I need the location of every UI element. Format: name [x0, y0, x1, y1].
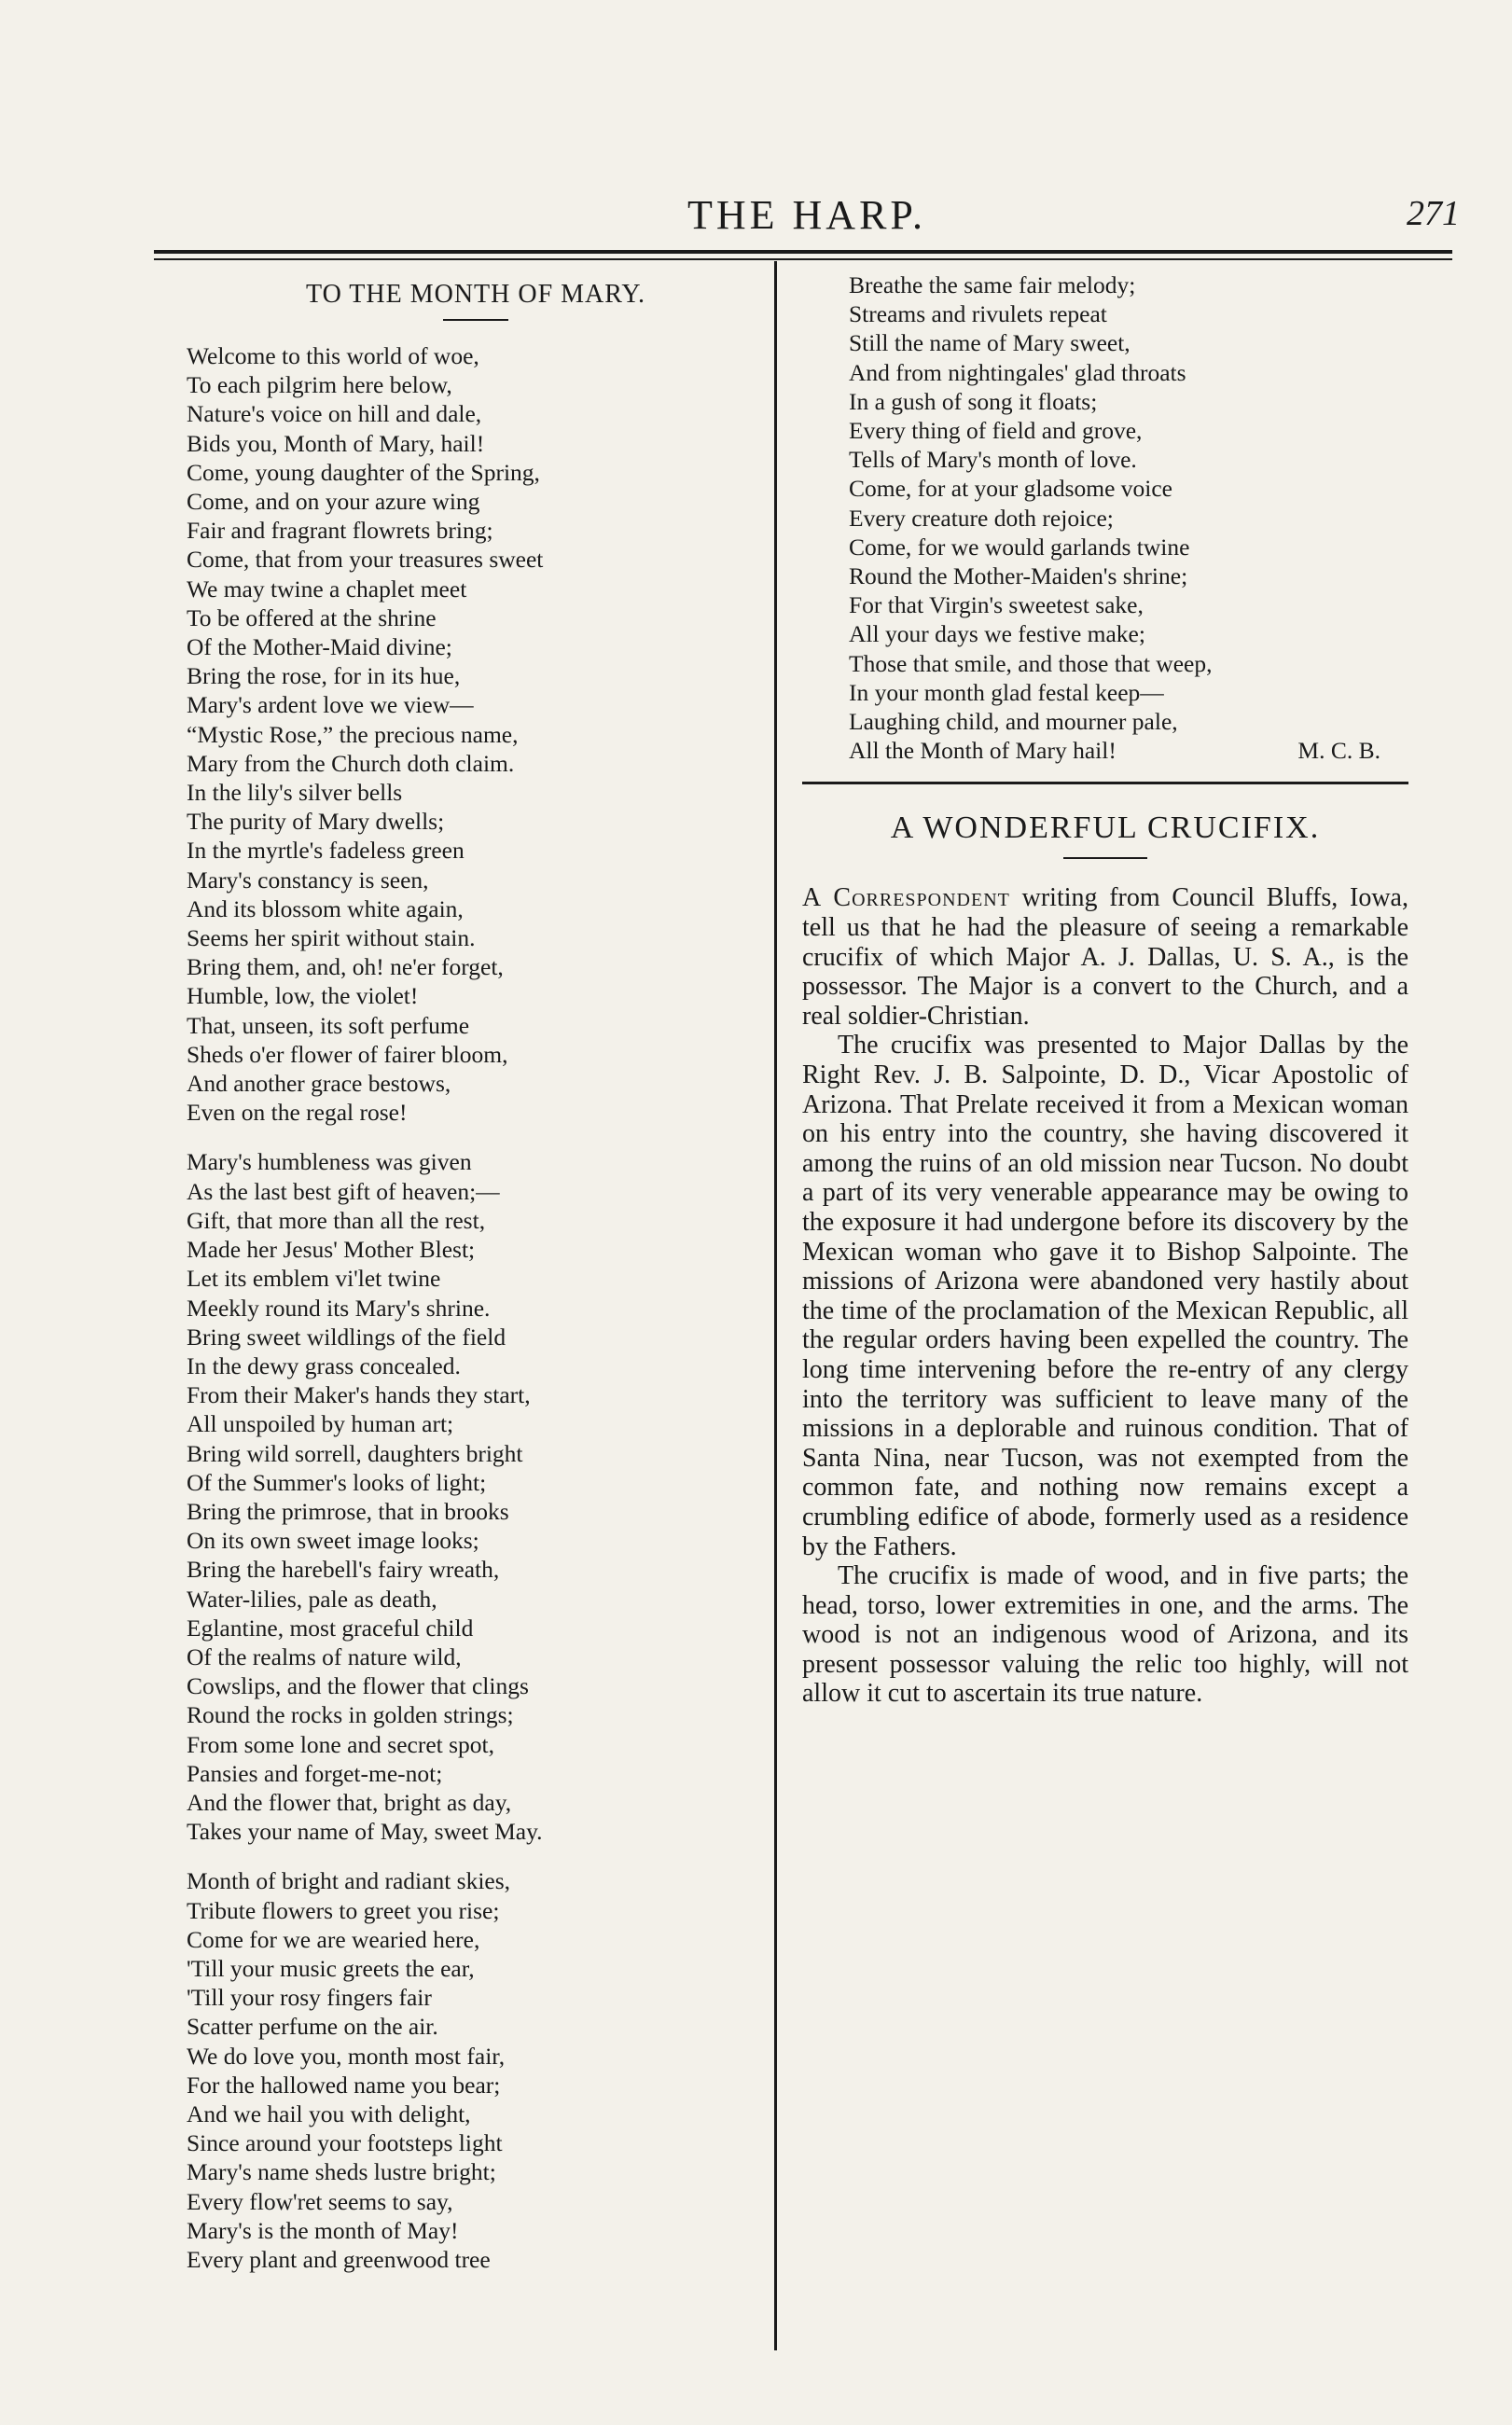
poem-line: Scatter perfume on the air. — [187, 2013, 438, 2041]
poem-line: To each pilgrim here below, — [187, 371, 452, 399]
poem-line: Of the Summer's looks of light; — [187, 1468, 487, 1496]
poem-line: And its blossom white again, — [187, 894, 464, 922]
poem-line: Come, that from your treasures sweet — [187, 546, 544, 574]
stanza-gap — [187, 1846, 765, 1866]
poem-line: Mary from the Church doth claim. — [187, 749, 515, 777]
article-paragraph-1 — [802, 883, 1408, 1031]
poem-line: Let its emblem vi'let twine — [187, 1265, 441, 1293]
poem-line: Round the rocks in golden strings; — [187, 1701, 514, 1729]
poem-line: Every thing of field and grove, — [849, 417, 1143, 445]
poem-line: Come, for we would garlands twine — [849, 533, 1190, 561]
poem-line: Tribute flowers to greet you rise; — [187, 1896, 500, 1924]
poem-line: Tells of Mary's month of love. — [849, 446, 1137, 474]
poem-line: Takes your name of May, sweet May. — [187, 1818, 543, 1846]
poem-title-rule — [443, 319, 508, 321]
poem-line: All unspoiled by human art; — [187, 1410, 454, 1438]
poem-line: Fair and fragrant flowrets bring; — [187, 517, 493, 545]
poem-line: For that Virgin's sweetest sake, — [849, 591, 1144, 619]
poem-line: And we hail you with delight, — [187, 2099, 471, 2127]
poem-line: Humble, low, the violet! — [187, 982, 419, 1010]
poem-line: Since around your footsteps light — [187, 2129, 503, 2157]
article-paragraph-3: The crucifix is made of wood, and in five parts; the head, torso, lower extremities in one, and the arms. The wood is not an indigenous wood of Arizona, and its present possessor valuing the relic too highly, will not allow it cut to ascertain its true nature. — [802, 1561, 1408, 1709]
poem-line: In your month glad festal keep— — [849, 678, 1164, 706]
poem-line: Every flow'ret seems to say, — [187, 2187, 453, 2215]
poem-closing-line: All the Month of Mary hail! — [849, 737, 1117, 765]
poem-line: In the myrtle's fadeless green — [187, 837, 465, 865]
poem-line: Round the Mother-Maiden's shrine; — [849, 562, 1188, 590]
poem-line: Welcome to this world of woe, — [187, 342, 479, 369]
poem-line: Mary's constancy is seen, — [187, 866, 429, 894]
poem-line: Come, for at your gladsome voice — [849, 475, 1172, 503]
poem-line: Bring the primrose, that in brooks — [187, 1497, 509, 1525]
article-paragraph-2: The crucifix was presented to Major Dallas by the Right Rev. J. B. Salpointe, D. D., Vicar Apostolic of Arizona. That Prelate received it from a Mexican woman on his entry into the country, she having discovered it among the ruins of an old mission near Tucson. No doubt a part of its very venerable appearance may be owing to the exposure it had undergone before its discovery by the Mexican woman who gave it to Bishop Salpointe. The missions of Arizona were abandoned very hastily about the time of the proclamation of the Mexican Republic, all the regular orders having been expelled the country. The long time intervening before the re-entry of any clergy into the territory was sufficient to leave many of the missions in a deplorable and ruinous condition. That of Santa Nina, near Tucson, was not exempted from the common fate, and nothing now remains except a crumbling edifice of abode, formerly used as a residence by the Fathers. — [802, 1031, 1408, 1561]
left-column — [187, 280, 765, 2274]
poem-line: Bring the rose, for in its hue, — [187, 662, 461, 690]
poem-line: Gift, that more than all the rest, — [187, 1206, 486, 1234]
poem-line: We may twine a chaplet meet — [187, 575, 467, 603]
stanza-gap — [187, 1127, 765, 1147]
page-number: 271 — [1407, 194, 1460, 233]
poem-line: In the dewy grass concealed. — [187, 1351, 461, 1379]
poem-line: Those that smile, and those that weep, — [849, 649, 1213, 677]
poem-line: Bring the harebell's fairy wreath, — [187, 1556, 500, 1584]
poem-line: Nature's voice on hill and dale, — [187, 400, 482, 428]
poem-line: Mary's humbleness was given — [187, 1148, 472, 1176]
poem-line: Mary's ardent love we view— — [187, 691, 474, 719]
poem-line: Breathe the same fair melody; — [849, 271, 1136, 298]
poem-title: TO THE MONTH OF MARY. — [305, 280, 646, 309]
poem-line: As the last best gift of heaven;— — [187, 1177, 500, 1205]
poem-line: From their Maker's hands they start, — [187, 1381, 531, 1409]
article-title-rule — [1063, 857, 1147, 859]
poem-line: Even on the regal rose! — [187, 1099, 408, 1127]
header-rule-thick — [154, 250, 1452, 254]
article-paragraph-1-text: writing from Council Bluffs, Iowa, tell us that he had the pleasure of seeing a remarkable crucifix of which Major A. J. Dallas, U. S. A., is the possessor. The Major is a convert to the Church, and a real soldier-Christian. — [802, 883, 1408, 1031]
poem-line: Water-lilies, pale as death, — [187, 1585, 437, 1613]
header-rule-thin — [154, 258, 1452, 260]
article-title: A WONDERFUL CRUCIFIX. — [890, 811, 1321, 846]
poem-line: Month of bright and radiant skies, — [187, 1867, 511, 1895]
poem-line: And from nightingales' glad throats — [849, 358, 1186, 386]
poem-line: Come, young daughter of the Spring, — [187, 458, 540, 486]
poem-line: Every plant and greenwood tree — [187, 2246, 491, 2273]
poem-line: We do love you, month most fair, — [187, 2042, 506, 2070]
running-title: THE HARP. — [687, 192, 927, 238]
poem-signature: M. C. B. — [1297, 737, 1380, 765]
poem-line: For the hallowed name you bear; — [187, 2071, 501, 2099]
poem-line: Cowslips, and the flower that clings — [187, 1672, 529, 1700]
poem-line: Meekly round its Mary's shrine. — [187, 1294, 491, 1322]
poem-line: In a gush of song it floats; — [849, 387, 1098, 415]
poem-line: Of the realms of nature wild, — [187, 1642, 462, 1670]
poem-line: 'Till your rosy fingers fair — [187, 1984, 432, 2012]
poem-line: Every creature doth rejoice; — [849, 504, 1114, 532]
poem-line: From some lone and secret spot, — [187, 1730, 495, 1758]
poem-line: On its own sweet image looks; — [187, 1527, 479, 1555]
poem-line: All your days we festive make; — [849, 620, 1145, 648]
poem-line: Bring sweet wildlings of the field — [187, 1323, 506, 1351]
poem-line: Bring them, and, oh! ne'er forget, — [187, 953, 504, 981]
poem-line: The purity of Mary dwells; — [187, 808, 445, 836]
poem-line: Laughing child, and mourner pale, — [849, 708, 1178, 736]
poem-line: Come for we are wearied here, — [187, 1925, 480, 1953]
poem-line: Come, and on your azure wing — [187, 488, 480, 516]
poem-line: That, unseen, its soft perfume — [187, 1011, 470, 1039]
poem-line: Mary's is the month of May! — [187, 2216, 459, 2244]
poem-line: Made her Jesus' Mother Blest; — [187, 1236, 476, 1264]
poem-line: Eglantine, most graceful child — [187, 1614, 474, 1642]
poem-line: Of the Mother-Maid divine; — [187, 633, 452, 661]
poem-line: And another grace bestows, — [187, 1070, 451, 1098]
poem-line: Pansies and forget-me-not; — [187, 1759, 443, 1787]
column-divider — [774, 261, 777, 2350]
poem-line: “Mystic Rose,” the precious name, — [187, 720, 519, 748]
poem-line: Bring wild sorrell, daughters bright — [187, 1439, 523, 1467]
poem-continuation — [802, 270, 1408, 765]
section-rule — [802, 782, 1408, 784]
poem-line: 'Till your music greets the ear, — [187, 1954, 475, 1982]
page-header — [154, 191, 1460, 247]
right-column — [802, 270, 1408, 1709]
poem-body — [187, 341, 765, 2274]
poem-last-line — [849, 736, 1408, 765]
poem-line: Seems her spirit without stain. — [187, 924, 476, 952]
poem-line: And the flower that, bright as day, — [187, 1788, 512, 1816]
poem-line: Bids you, Month of Mary, hail! — [187, 429, 485, 457]
poem-line: Still the name of Mary sweet, — [849, 329, 1131, 357]
poem-line: Mary's name sheds lustre bright; — [187, 2158, 496, 2186]
poem-line: In the lily's silver bells — [187, 779, 403, 807]
article-lead-smallcaps: A Correspondent — [802, 883, 1010, 913]
poem-line: To be offered at the shrine — [187, 603, 437, 631]
poem-line: Streams and rivulets repeat — [849, 300, 1107, 328]
poem-line: Sheds o'er flower of fairer bloom, — [187, 1040, 508, 1068]
